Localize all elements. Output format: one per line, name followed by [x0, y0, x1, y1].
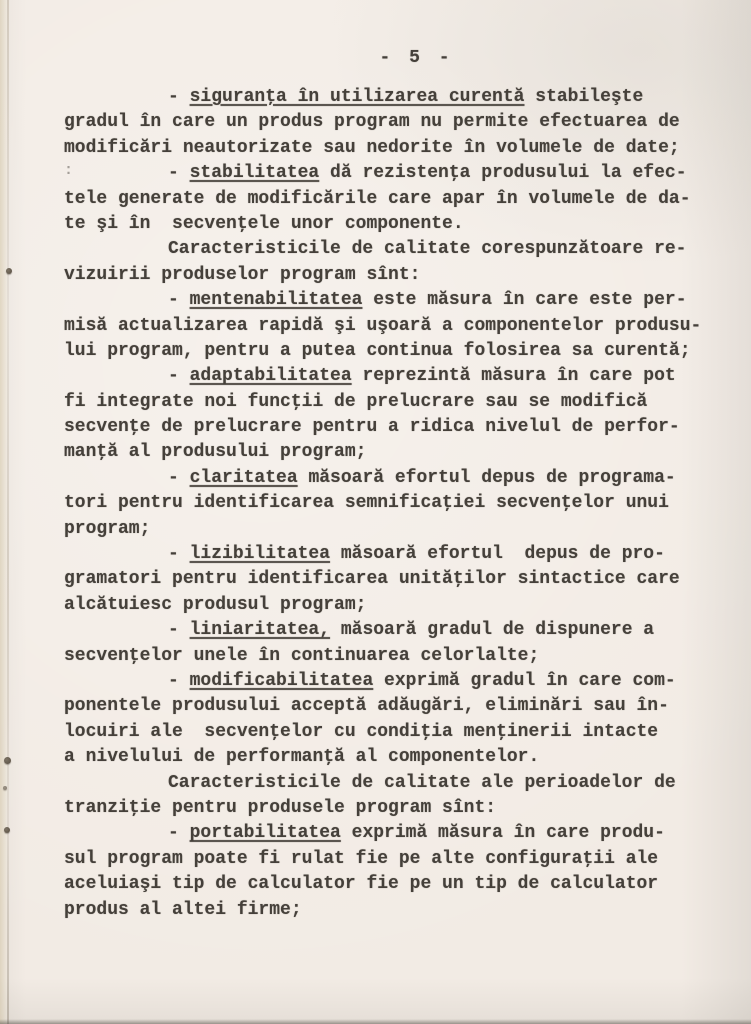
line-text: lui program, pentru a putea continua folosirea sa curentă; — [64, 340, 691, 361]
list-dash: - — [168, 290, 190, 311]
stray-ink-mark: : — [64, 162, 74, 179]
line-text: reprezintă măsura în care pot — [351, 366, 676, 387]
text-block — [64, 85, 724, 923]
list-dash: - — [168, 467, 190, 488]
line-text: a nivelului de performanţă al componentelor. — [64, 747, 540, 768]
page-left-fold — [0, 0, 7, 1024]
page-bottom-scan-edge — [0, 1019, 751, 1024]
text-line — [64, 796, 724, 821]
text-line — [64, 390, 724, 415]
line-text: măsoară gradul de dispunere a — [330, 620, 655, 641]
text-line — [64, 466, 724, 491]
line-text: măsoară efortul depus de programa- — [297, 467, 676, 488]
text-line — [64, 288, 724, 313]
text-line — [64, 720, 724, 745]
line-text: vizuirii produselor program sînt: — [64, 264, 421, 285]
line-text: gramatori pentru identificarea unităţilor sintactice care — [64, 569, 680, 590]
line-text: măsoară efortul depus de pro- — [330, 544, 665, 565]
line-text: program; — [64, 518, 151, 539]
text-line — [64, 593, 724, 618]
line-text: Caracteristicile de calitate corespunzătoare re- — [168, 239, 687, 260]
line-text: misă actualizarea rapidă şi uşoară a componentelor produsu- — [64, 315, 702, 336]
underlined-term: claritatea — [189, 467, 298, 488]
text-line — [64, 618, 724, 643]
line-text: alcătuiesc produsul program; — [64, 594, 367, 615]
text-line — [64, 491, 724, 516]
line-text: dă rezistenţa produsului la efec- — [319, 163, 687, 184]
list-dash: - — [168, 823, 190, 844]
page-left-crease — [7, 0, 9, 1024]
line-text: exprimă măsura în care produ- — [340, 823, 665, 844]
text-line — [64, 517, 724, 542]
line-text: stabileşte — [524, 87, 644, 107]
text-line — [64, 237, 724, 262]
line-text: tranziţie pentru produsele program sînt: — [64, 797, 497, 818]
underlined-term: siguranţa în utilizarea curentă — [189, 87, 525, 107]
line-text: modificări neautorizate sau nedorite în volumele de date; — [64, 137, 680, 158]
list-dash: - — [168, 87, 190, 107]
underlined-term: mentenabilitatea — [189, 290, 363, 311]
text-line — [64, 339, 724, 364]
list-dash: - — [168, 670, 190, 691]
line-text: secvenţe de prelucrare pentru a ridica nivelul de perfor- — [64, 417, 680, 438]
line-text: manţă al produsului program; — [64, 442, 367, 463]
text-line — [64, 212, 724, 237]
text-line — [64, 644, 724, 669]
underlined-term: modificabilitatea — [189, 670, 374, 691]
text-line — [64, 263, 724, 288]
binding-stitch — [4, 827, 10, 833]
text-line — [64, 136, 724, 161]
text-line — [64, 415, 724, 440]
line-text: gradul în care un produs program nu permite efectuarea de — [64, 112, 680, 133]
text-line — [64, 847, 724, 872]
text-line — [64, 314, 724, 339]
list-dash: - — [168, 620, 190, 641]
underlined-term: adaptabilitatea — [189, 366, 352, 387]
line-text: ponentele produsului acceptă adăugări, eliminări sau în- — [64, 696, 669, 717]
line-text: este măsura în care este per- — [362, 290, 687, 311]
text-line — [64, 161, 724, 186]
list-dash: - — [168, 163, 190, 184]
underlined-term: stabilitatea — [189, 163, 320, 184]
line-text: secvenţelor unele în continuarea celorlalte; — [64, 645, 540, 666]
binding-stitch — [6, 268, 12, 274]
text-line — [64, 821, 724, 846]
text-line — [64, 872, 724, 897]
text-line — [64, 694, 724, 719]
line-text: produs al altei firme; — [64, 899, 302, 920]
text-line — [64, 542, 724, 567]
underlined-term: lizibilitatea — [189, 544, 331, 565]
text-line — [64, 440, 724, 465]
line-text: fi integrate noi funcţii de prelucrare sau se modifică — [64, 391, 648, 412]
line-text: exprimă gradul în care com- — [373, 670, 676, 691]
line-text: tori pentru identificarea semnificaţiei secvenţelor unui — [64, 493, 669, 514]
text-line — [64, 567, 724, 592]
page-number: - 5 - — [379, 48, 454, 68]
line-text: aceluiaşi tip de calculator fie pe un tip de calculator — [64, 874, 659, 895]
binding-stitch — [4, 757, 11, 764]
text-line — [64, 745, 724, 770]
text-line — [64, 110, 724, 135]
line-text: te şi în secvenţele unor componente. — [64, 213, 464, 234]
line-text: locuiri ale secvenţelor cu condiţia menţinerii intacte — [64, 721, 659, 742]
text-line — [64, 898, 724, 923]
line-text: Caracteristicile de calitate ale perioadelor de — [168, 772, 676, 793]
underlined-term: portabilitatea — [189, 823, 341, 844]
line-text: tele generate de modificările care apar în volumele de da- — [64, 188, 691, 209]
list-dash: - — [168, 544, 190, 565]
binding-stitch — [3, 786, 7, 790]
text-line — [64, 364, 724, 389]
underlined-term: liniaritatea, — [189, 620, 331, 641]
text-line — [64, 85, 724, 110]
text-line — [64, 669, 724, 694]
list-dash: - — [168, 366, 190, 387]
line-text: sul program poate fi rulat fie pe alte configuraţii ale — [64, 848, 659, 869]
text-line — [64, 771, 724, 796]
text-line — [64, 187, 724, 212]
